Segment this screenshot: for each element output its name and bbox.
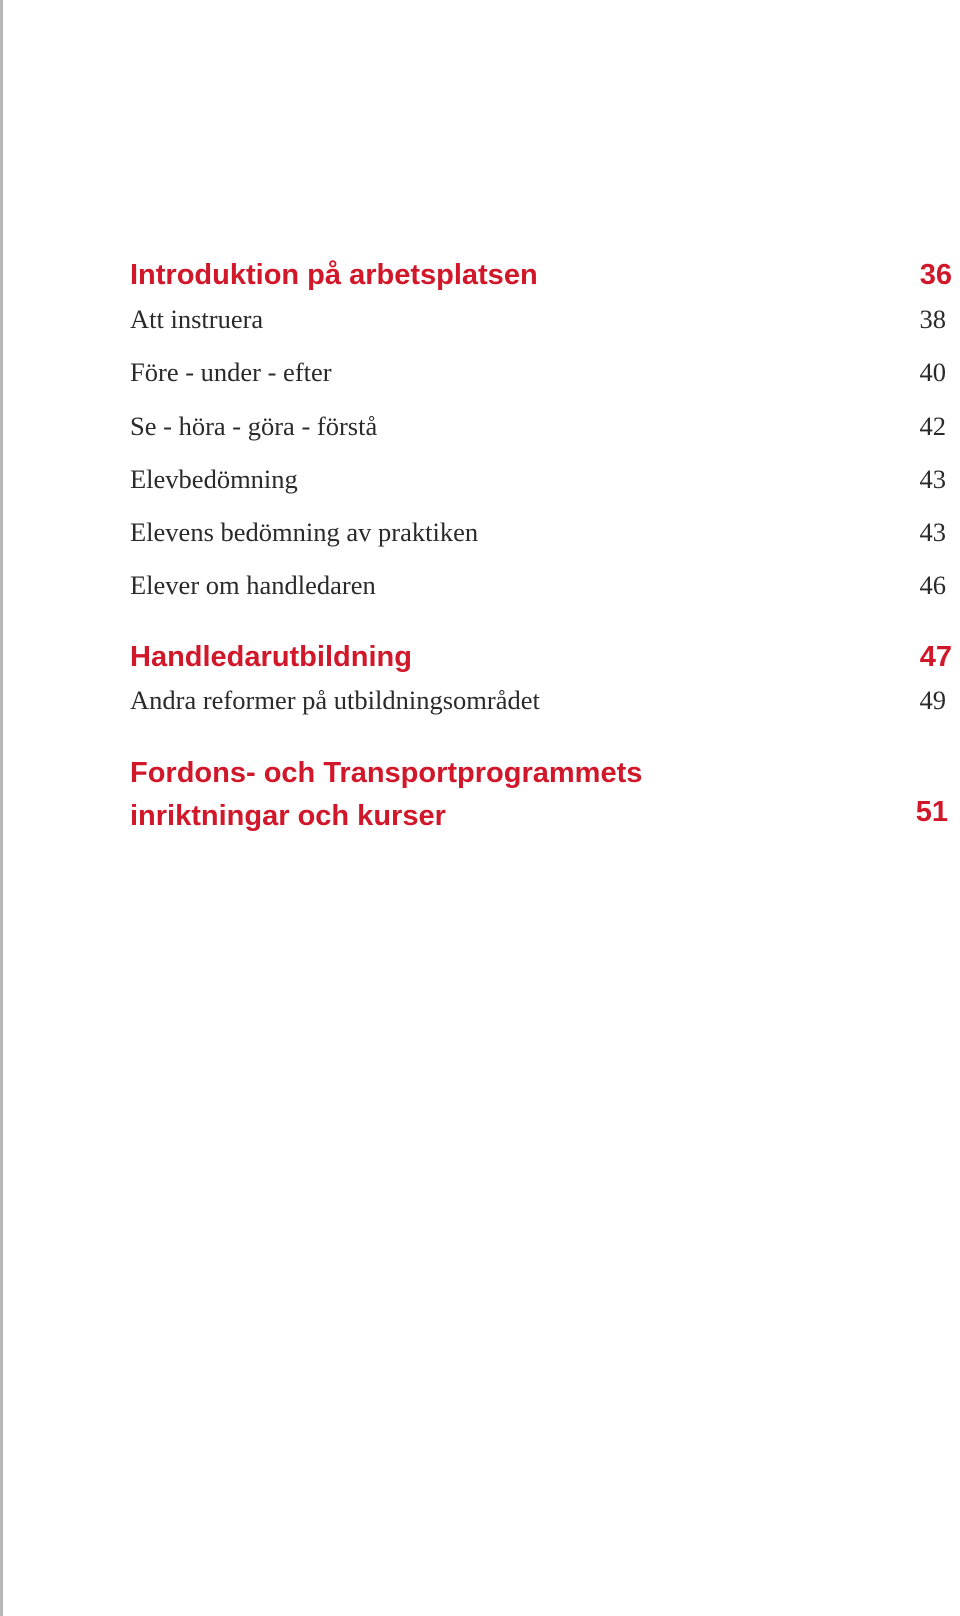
item-page-number: 49 xyxy=(919,685,946,715)
item-page-number: 46 xyxy=(919,570,946,600)
section-title-line-2: inriktningar och kurser xyxy=(130,800,446,832)
item-title: Elevens bedömning av praktiken xyxy=(130,517,479,547)
item-page-number: 43 xyxy=(919,464,946,494)
item-title: Se - höra - göra - förstå xyxy=(130,411,378,441)
section-title: Handledarutbildning xyxy=(130,641,412,673)
item-title: Elever om handledaren xyxy=(130,570,376,600)
section-title: Introduktion på arbetsplatsen xyxy=(130,259,538,291)
section-page-number: 47 xyxy=(919,641,952,673)
item-title: Före - under - efter xyxy=(130,357,332,387)
item-title: Att instruera xyxy=(130,304,264,334)
item-title: Andra reformer på utbildningsområdet xyxy=(130,685,540,715)
item-page-number: 43 xyxy=(919,517,946,547)
item-page-number: 42 xyxy=(919,411,946,441)
item-title: Elevbedömning xyxy=(130,464,298,494)
item-page-number: 38 xyxy=(919,304,946,334)
section-page-number: 51 xyxy=(915,796,948,828)
section-title xyxy=(130,752,770,838)
section-title-line-1: Fordons- och Transportprogrammets xyxy=(130,757,643,789)
item-page-number: 40 xyxy=(919,357,946,387)
section-page-number: 36 xyxy=(919,259,952,291)
